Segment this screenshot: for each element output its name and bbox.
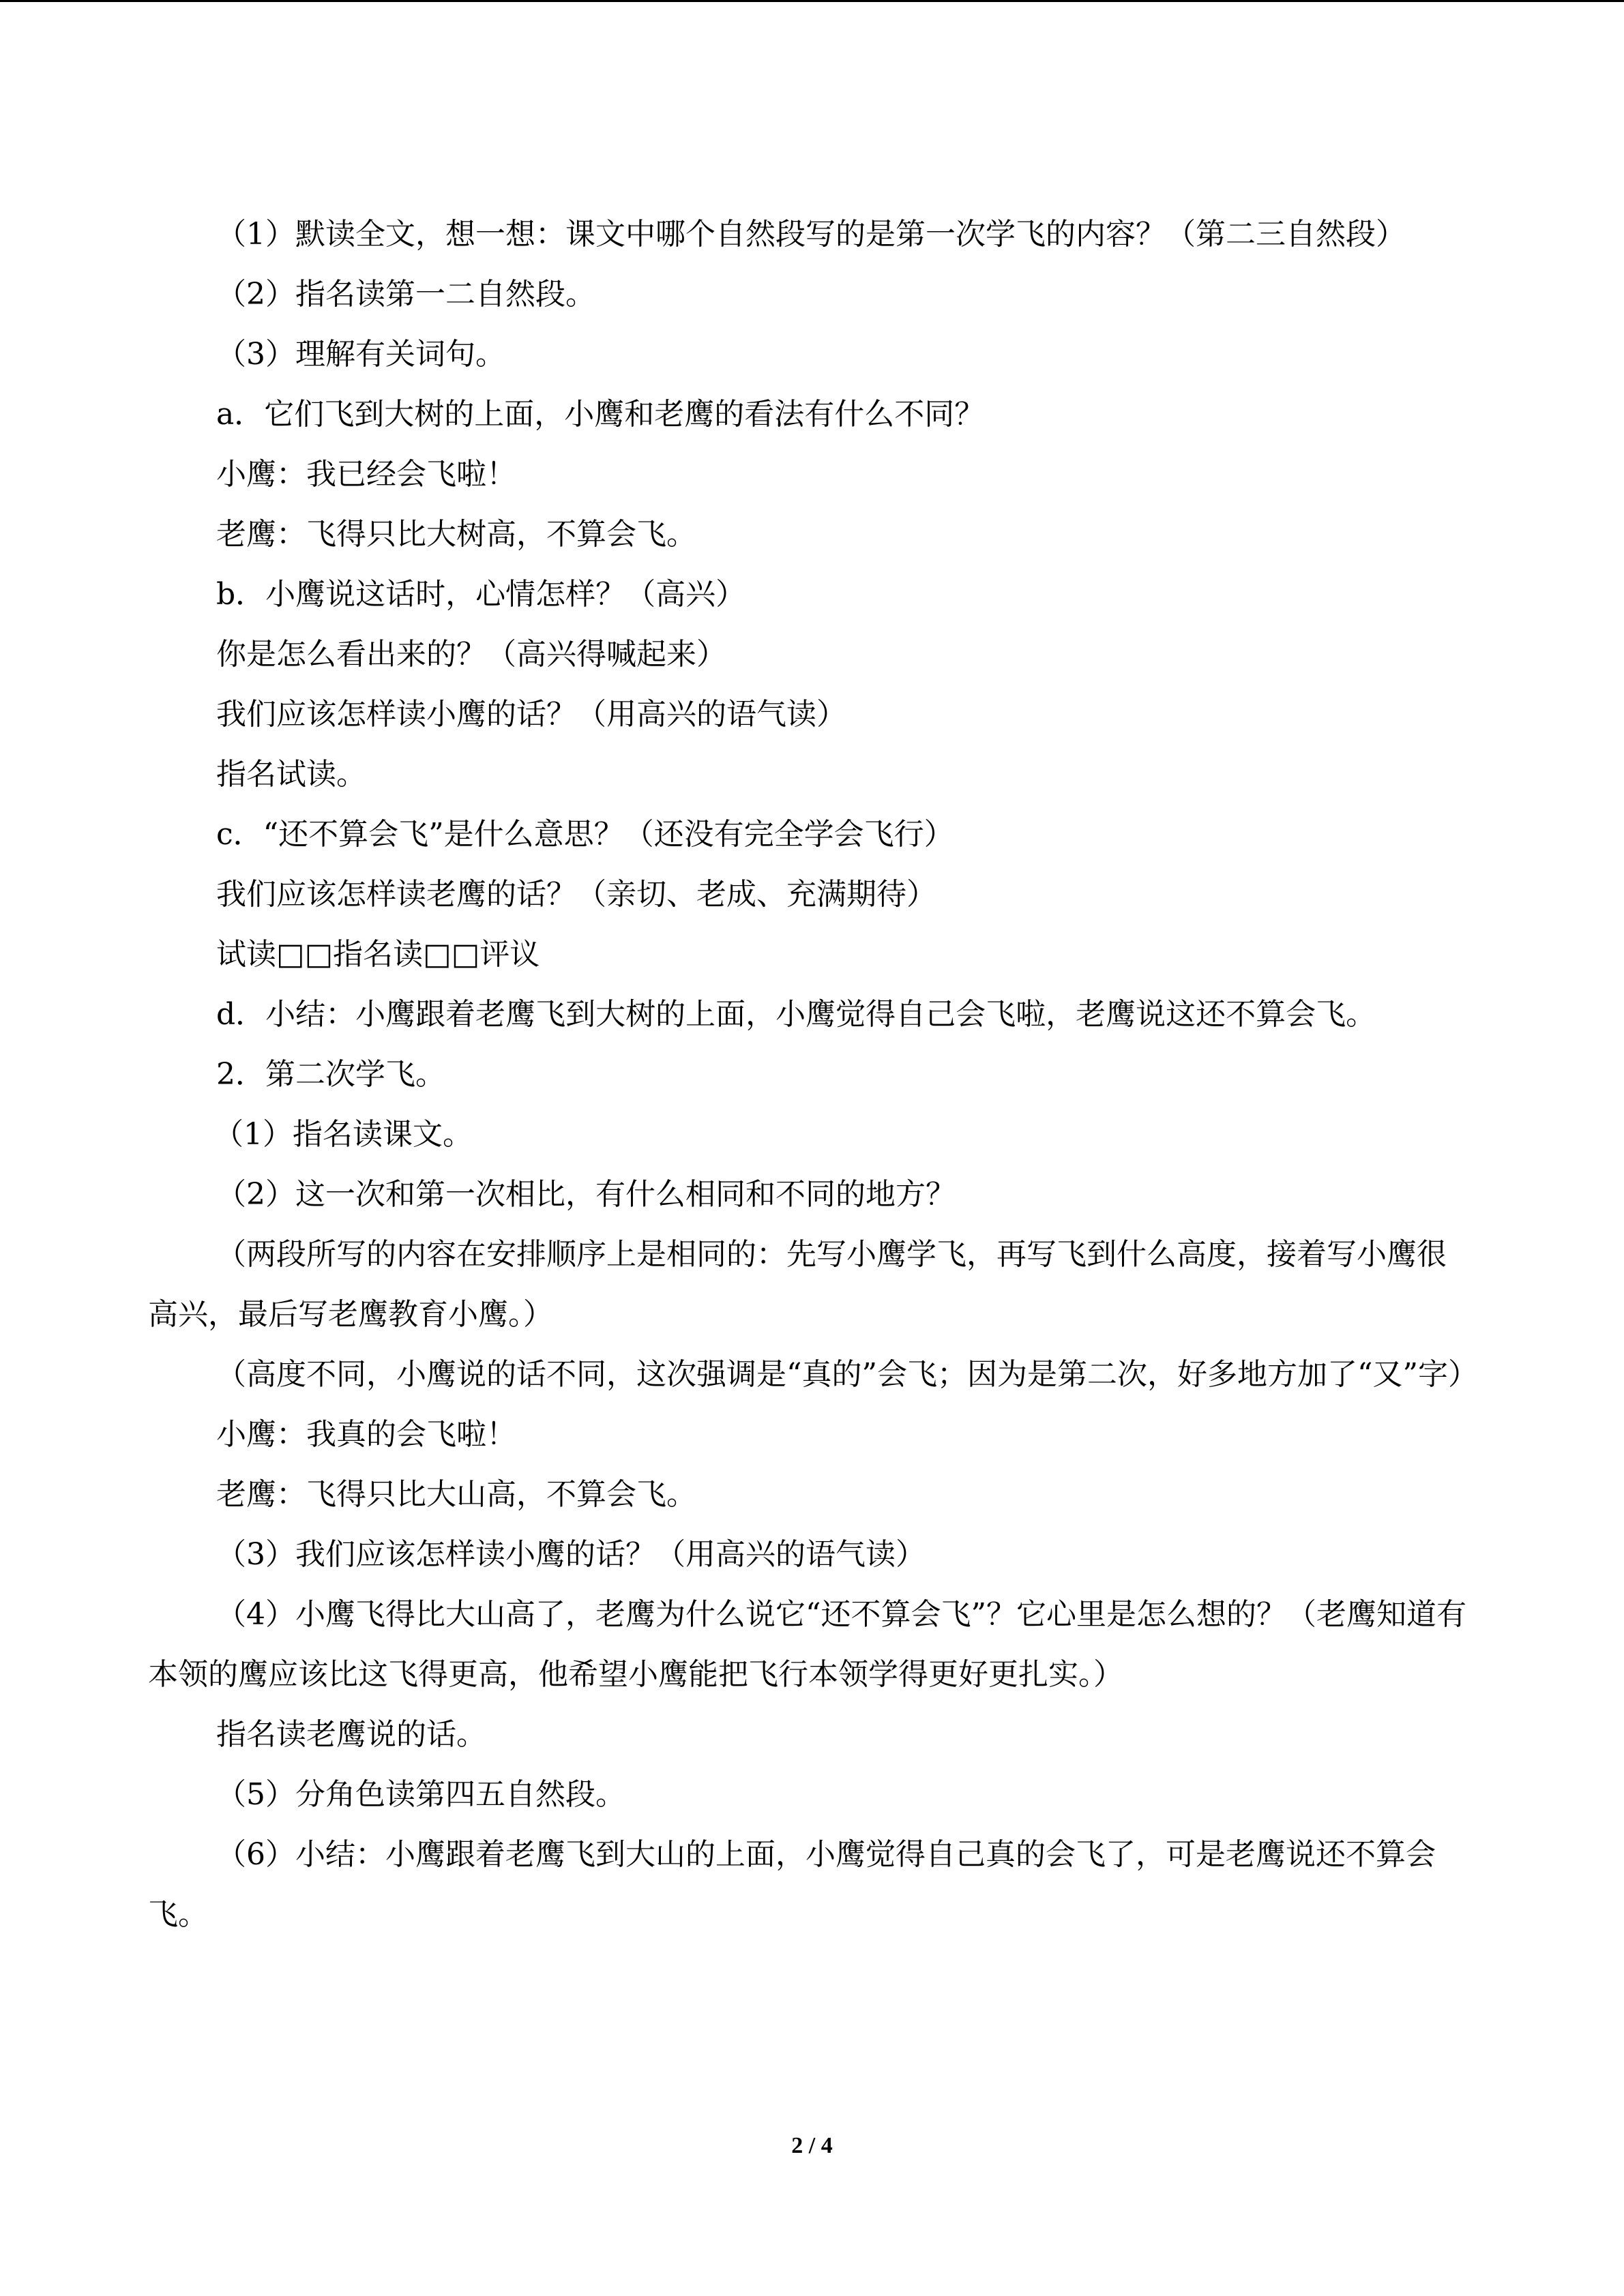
paragraph: a．它们飞到大树的上面，小鹰和老鹰的看法有什么不同？	[216, 397, 985, 432]
paragraph: 试读□□指名读□□评议	[216, 937, 540, 972]
paragraph: （3）我们应该怎样读小鹰的话？（用高兴的语气读）	[216, 1537, 926, 1572]
paragraph: b．小鹰说这话时，心情怎样？（高兴）	[216, 577, 746, 612]
document-body	[148, 205, 1478, 1945]
paragraph: 你是怎么看出来的？（高兴得喊起来）	[216, 637, 726, 672]
paragraph: （6）小结：小鹰跟着老鹰飞到大山的上面，小鹰觉得自己真的会飞了，可是老鹰说还不算会飞。	[148, 1837, 1436, 1932]
paragraph: （5）分角色读第四五自然段。	[216, 1777, 625, 1812]
paragraph: c．“还不算会飞”是什么意思？（还没有完全学会飞行）	[216, 817, 954, 852]
paragraph: （2）指名读第一二自然段。	[216, 277, 595, 312]
page-number: 2 / 4	[791, 2133, 833, 2158]
paragraph: （1）指名读课文。	[213, 1117, 473, 1152]
paragraph: 指名读老鹰说的话。	[216, 1717, 486, 1752]
paragraph: 小鹰：我已经会飞啦！	[216, 457, 516, 492]
paragraph: （1）默读全文，想一想：课文中哪个自然段写的是第一次学飞的内容？（第二三自然段）	[216, 217, 1406, 252]
paragraph: d．小结：小鹰跟着老鹰飞到大树的上面，小鹰觉得自己会飞啦，老鹰说这还不算会飞。	[216, 997, 1376, 1032]
paragraph: 我们应该怎样读老鹰的话？（亲切、老成、充满期待）	[216, 877, 936, 912]
paragraph: （两段所写的内容在安排顺序上是相同的：先写小鹰学飞，再写飞到什么高度，接着写小鹰很高兴，最后写老鹰教育小鹰。）	[148, 1237, 1447, 1332]
top-border	[0, 0, 1624, 2]
paragraph: 老鹰：飞得只比大树高，不算会飞。	[216, 517, 696, 552]
paragraph: （2）这一次和第一次相比，有什么相同和不同的地方？	[216, 1177, 956, 1212]
paragraph: 指名试读。	[216, 757, 366, 792]
paragraph: （4）小鹰飞得比大山高了，老鹰为什么说它“还不算会飞”？它心里是怎么想的？（老鹰知道有本领的鹰应该比这飞得更高，他希望小鹰能把飞行本领学得更好更扎实。）	[148, 1597, 1466, 1692]
paragraph: 2．第二次学飞。	[216, 1057, 445, 1092]
paragraph: 我们应该怎样读小鹰的话？（用高兴的语气读）	[216, 697, 846, 732]
paragraph: 小鹰：我真的会飞啦！	[216, 1417, 516, 1452]
paragraph: （高度不同，小鹰说的话不同，这次强调是“真的”会飞；因为是第二次，好多地方加了“又”字）	[216, 1357, 1478, 1392]
paragraph: 老鹰：飞得只比大山高，不算会飞。	[216, 1477, 696, 1512]
paragraph: （3）理解有关词句。	[216, 337, 505, 372]
